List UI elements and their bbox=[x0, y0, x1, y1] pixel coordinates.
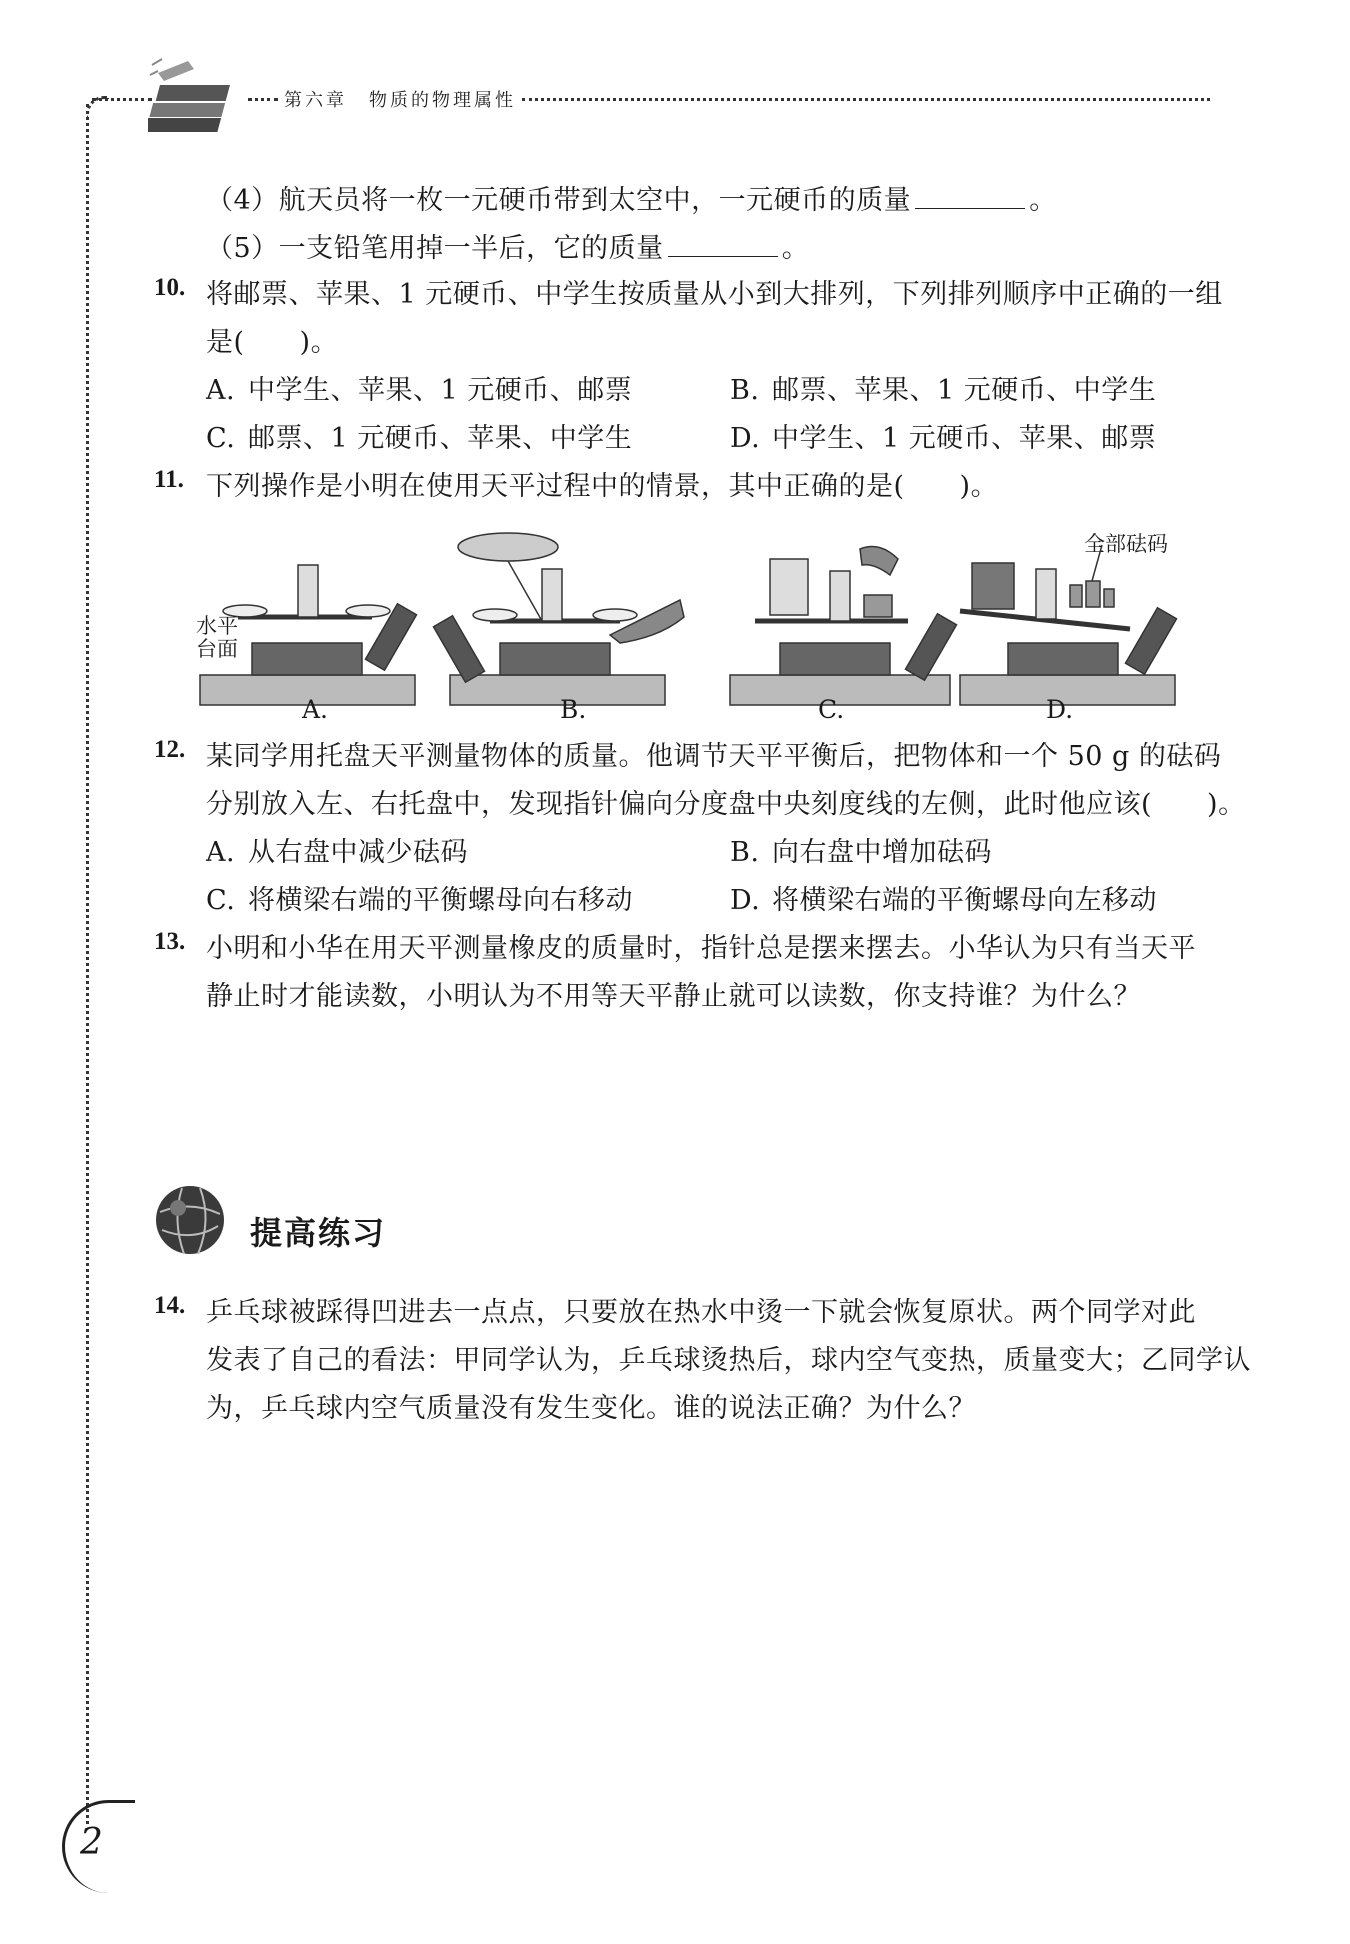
chapter-title: 物质的物理属性 bbox=[369, 90, 516, 111]
globe-icon bbox=[152, 1182, 228, 1258]
q10-stem-line1: 将邮票、苹果、1 元硬币、中学生按质量从小到大排列，下列排列顺序中正确的一组 bbox=[206, 279, 1223, 310]
left-margin-dotted-rule bbox=[86, 104, 89, 1824]
header-dotted-rule-mid bbox=[248, 98, 278, 101]
q11-option-b[interactable]: B. bbox=[560, 695, 587, 724]
answer-blank[interactable] bbox=[915, 186, 1025, 209]
q12-stem-line2: 分别放入左、右托盘中，发现指针偏向分度盘中央刻度线的左侧，此时他应该( )。 bbox=[206, 789, 1246, 820]
q14-stem-line3: 为，乒乓球内空气质量没有发生变化。谁的说法正确？为什么？ bbox=[206, 1393, 976, 1424]
q13-stem-line2: 静止时才能读数，小明认为不用等天平静止就可以读数，你支持谁？为什么？ bbox=[206, 981, 1141, 1012]
q11-option-d[interactable]: D. bbox=[1046, 695, 1074, 724]
margin-corner bbox=[86, 96, 109, 119]
q9-part5-text: （5）一支铅笔用掉一半后，它的质量 bbox=[206, 233, 664, 264]
balance-scenes-illustration bbox=[190, 525, 1180, 725]
q9-part4-text: （4）航天员将一枚一元硬币带到太空中，一元硬币的质量 bbox=[206, 185, 912, 216]
q11-stem-line1: 下列操作是小明在使用天平过程中的情景，其中正确的是( )。 bbox=[206, 471, 999, 502]
chapter-number: 第六章 bbox=[284, 90, 347, 111]
q14-stem-line1: 乒乓球被踩得凹进去一点点，只要放在热水中烫一下就会恢复原状。两个同学对此 bbox=[206, 1297, 1196, 1328]
q10-option-c[interactable]: C. 邮票、1 元硬币、苹果、中学生 bbox=[206, 423, 633, 454]
all-weights-label: 全部砝码 bbox=[1084, 532, 1168, 556]
q11-option-a[interactable]: A. bbox=[302, 695, 329, 724]
page-number: 2 bbox=[80, 1822, 103, 1863]
question-number: 13. bbox=[154, 928, 186, 955]
running-header bbox=[284, 86, 516, 112]
section-title: 提高练习 bbox=[250, 1214, 387, 1252]
question-number: 14. bbox=[154, 1292, 186, 1319]
q12-option-a[interactable]: A. 从右盘中减少砝码 bbox=[206, 837, 468, 868]
q14-stem-line2: 发表了自己的看法：甲同学认为，乒乓球烫热后，球内空气变热，质量变大；乙同学认 bbox=[206, 1345, 1251, 1376]
q12-stem-line1: 某同学用托盘天平测量物体的质量。他调节天平平衡后，把物体和一个 50 g 的砝码 bbox=[206, 741, 1222, 772]
q10-option-d[interactable]: D. 中学生、1 元硬币、苹果、邮票 bbox=[730, 423, 1157, 454]
question-number: 12. bbox=[154, 736, 186, 763]
question-number: 11. bbox=[154, 466, 184, 493]
q11-option-c[interactable]: C. bbox=[818, 695, 845, 724]
q13-stem-line1: 小明和小华在用天平测量橡皮的质量时，指针总是摆来摆去。小华认为只有当天平 bbox=[206, 933, 1196, 964]
q10-option-a[interactable]: A. 中学生、苹果、1 元硬币、邮票 bbox=[206, 375, 633, 406]
q12-option-c[interactable]: C. 将横梁右端的平衡螺母向右移动 bbox=[206, 885, 633, 916]
figure-side-label: 水平 台面 bbox=[196, 614, 238, 661]
q10-option-b[interactable]: B. 邮票、苹果、1 元硬币、中学生 bbox=[730, 375, 1157, 406]
q12-option-b[interactable]: B. 向右盘中增加砝码 bbox=[730, 837, 992, 868]
books-logo-icon bbox=[148, 55, 256, 137]
q10-stem-line2: 是( )。 bbox=[206, 327, 339, 358]
q9-part4: （4）航天员将一枚一元硬币带到太空中，一元硬币的质量 。 bbox=[206, 185, 1057, 216]
q9-part5: （5）一支铅笔用掉一半后，它的质量 。 bbox=[206, 233, 810, 264]
answer-blank[interactable] bbox=[668, 234, 778, 257]
q12-option-d[interactable]: D. 将横梁右端的平衡螺母向左移动 bbox=[730, 885, 1157, 916]
balance-figure bbox=[190, 525, 1180, 725]
question-number: 10. bbox=[154, 274, 186, 301]
header-dotted-rule-right bbox=[522, 98, 1210, 101]
